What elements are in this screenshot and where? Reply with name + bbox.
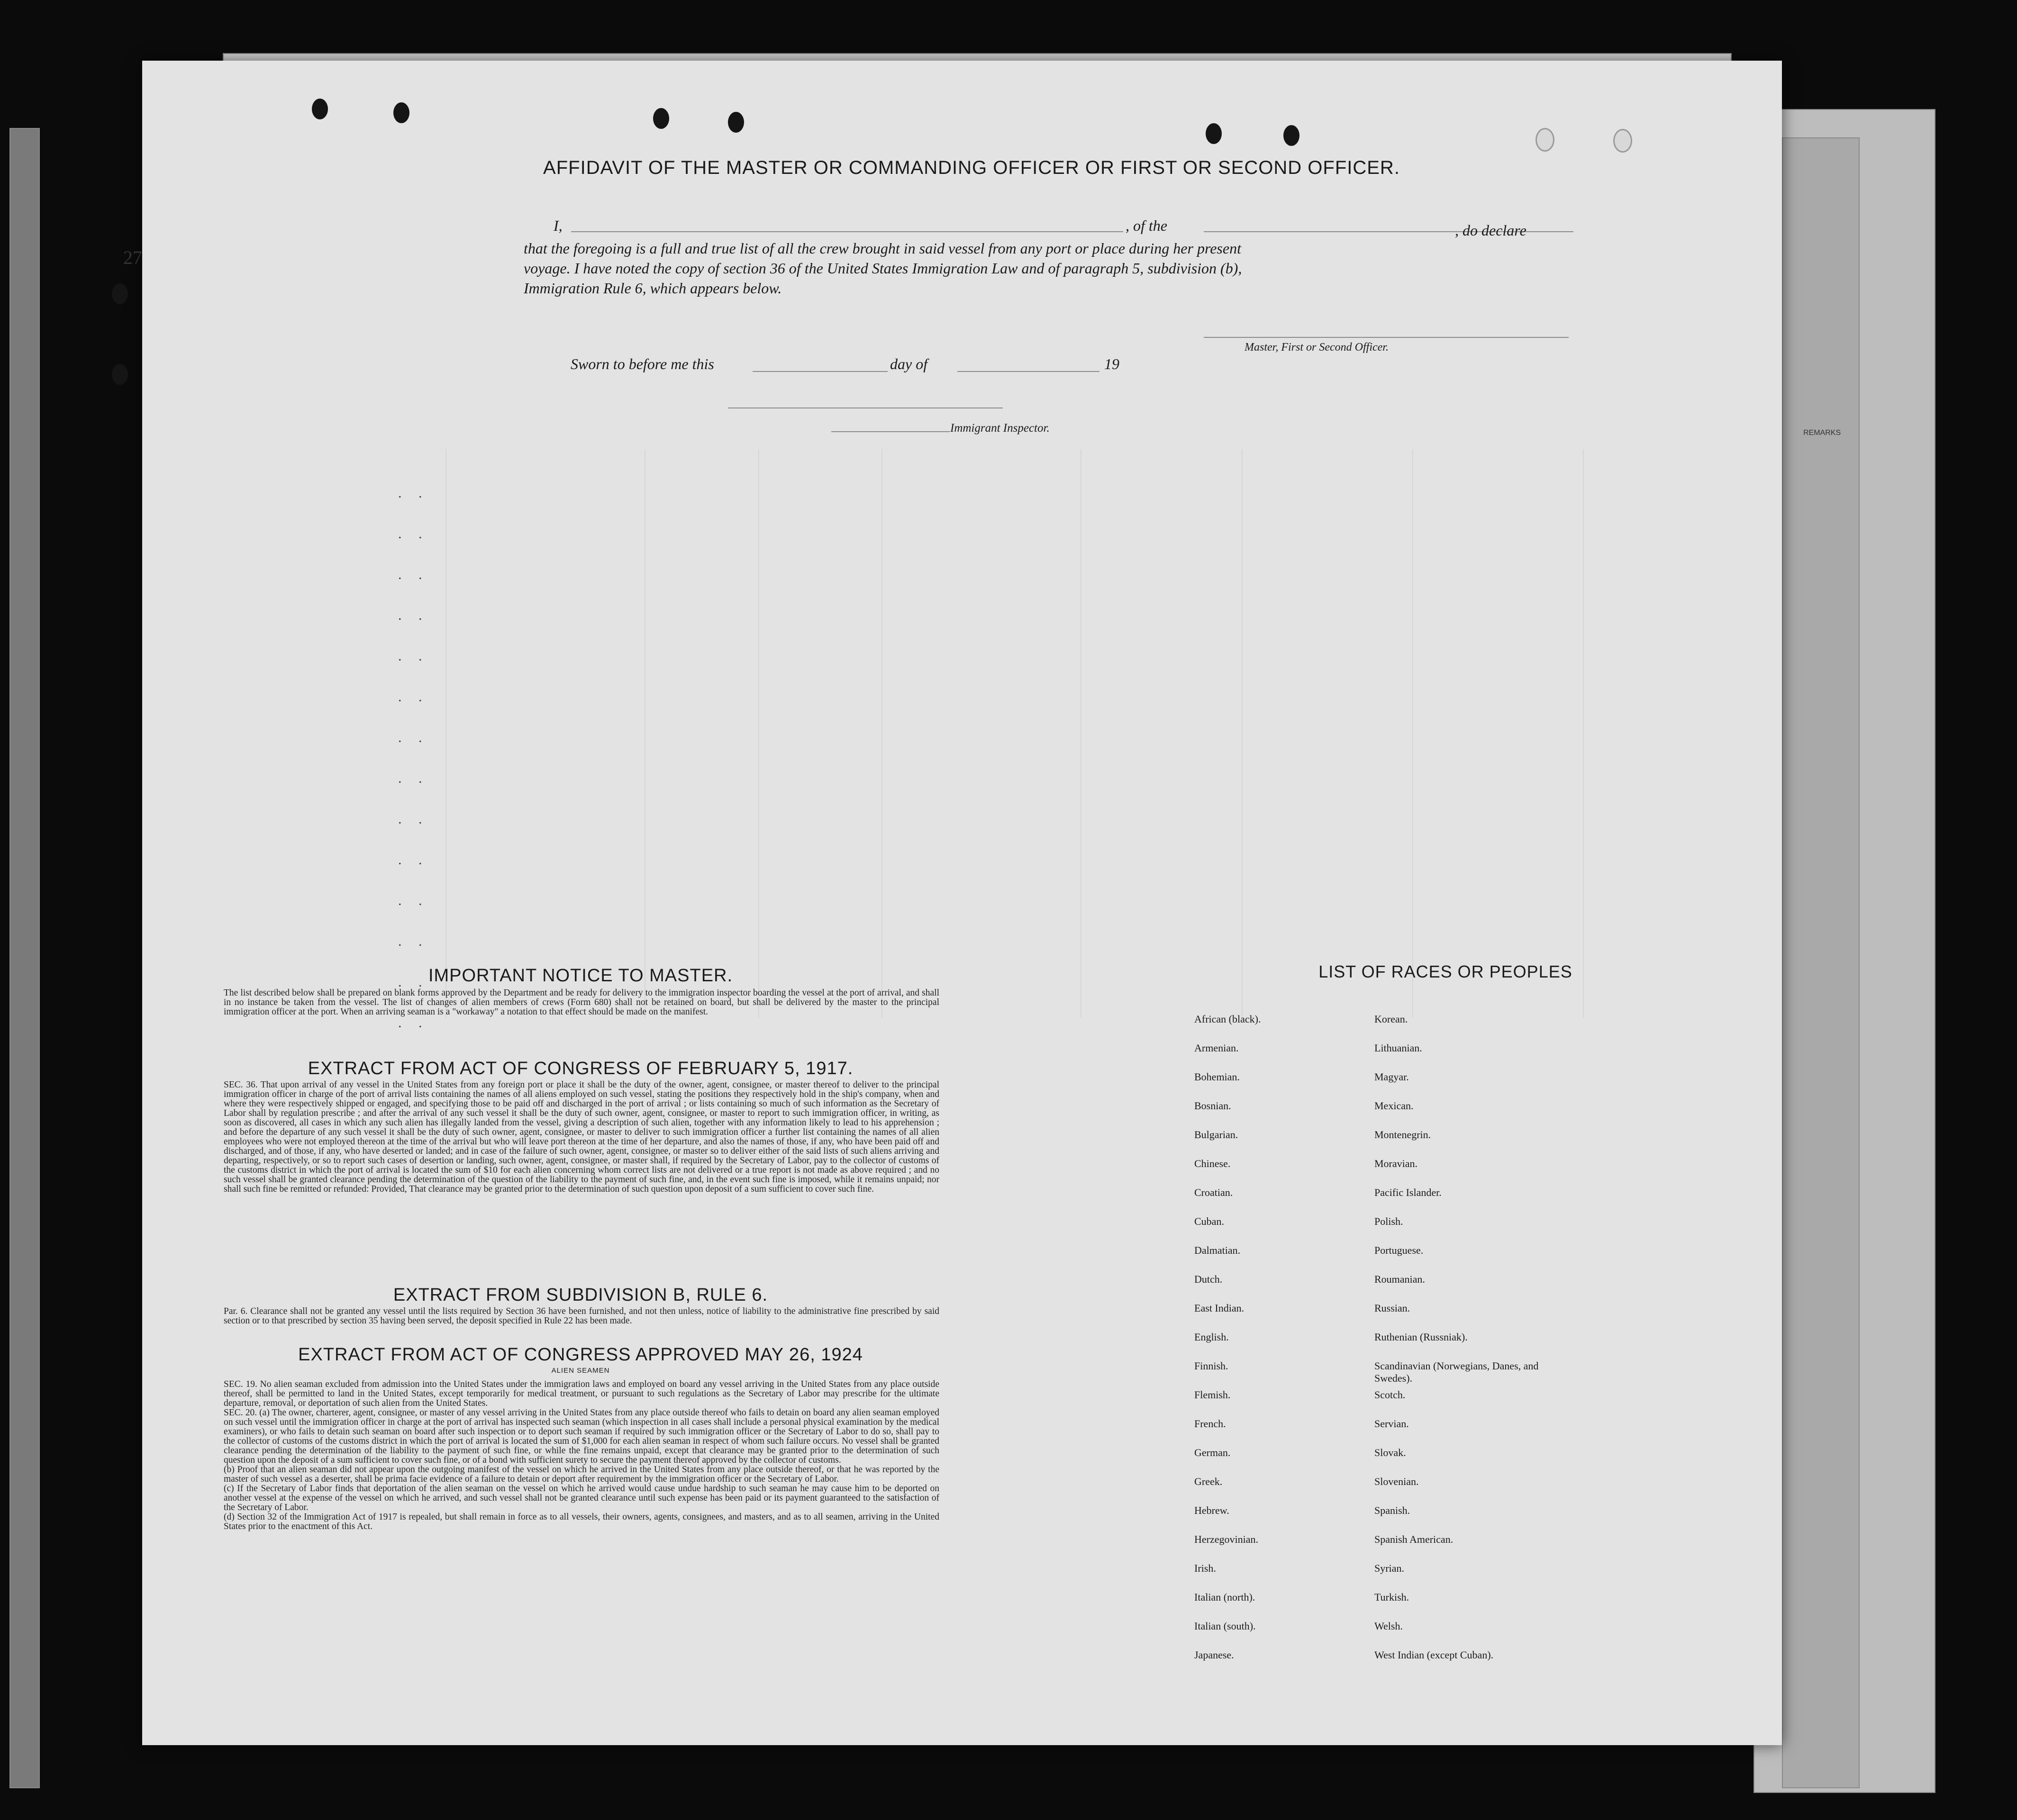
extract-1924-heading: EXTRACT FROM ACT OF CONGRESS APPROVED MAY 26, 1924: [298, 1345, 863, 1365]
background-sheet-right-2: [1782, 137, 1860, 1788]
race-item: African (black).: [1194, 1013, 1261, 1025]
race-item: French.: [1194, 1418, 1226, 1430]
affidavit-statement-line-3: voyage. I have noted the copy of section 36 of the United States Immigration Law and of paragraph 5, subdivision (b),: [524, 260, 1242, 277]
sworn-date-blank: [753, 371, 888, 372]
bleed-through-rule: [881, 449, 882, 1018]
race-item: Dalmatian.: [1194, 1244, 1241, 1256]
signature-line: [1204, 337, 1569, 338]
race-item: Greek.: [1194, 1476, 1223, 1487]
background-sheet-left: [9, 128, 40, 1788]
race-item: Spanish.: [1374, 1504, 1410, 1516]
race-item: Chinese.: [1194, 1158, 1231, 1169]
race-item: Portuguese.: [1374, 1244, 1424, 1256]
race-item: Ruthenian (Russniak).: [1374, 1331, 1468, 1343]
races-list-right-column: [1374, 1013, 1573, 1678]
sworn-month-blank: [957, 371, 1099, 372]
races-list-left-column: [1194, 1013, 1261, 1678]
race-item: Turkish.: [1374, 1591, 1409, 1603]
sworn-day-of: day of: [890, 355, 928, 372]
extract-1917-heading: EXTRACT FROM ACT OF CONGRESS OF FEBRUARY 5, 1917.: [308, 1059, 854, 1078]
race-item: Bohemian.: [1194, 1071, 1240, 1083]
race-item: Armenian.: [1194, 1042, 1239, 1054]
notice-to-master-text: The list described below shall be prepared on blank forms approved by the Department and be ready for delivery to the immigration inspector boarding the vessel at the port of arrival, and shall in no instance be taken from the vessel. The list of changes of alien members of crews (Form 680) shall not be retained on board, but shall be delivered by the master to the principal immigration officer at the port. When an arriving seaman is a "workaway" a notation to that effect should be made on the manifest.: [224, 988, 939, 1017]
margin-page-number: 27: [123, 247, 142, 268]
sworn-year: 19: [1104, 355, 1119, 372]
affidavit-do-declare: , do declare: [1455, 222, 1526, 239]
sworn-prefix: Sworn to before me this: [571, 355, 714, 372]
race-item: Herzegovinian.: [1194, 1533, 1258, 1545]
signature-caption: Master, First or Second Officer.: [1245, 341, 1389, 353]
race-item: Korean.: [1374, 1013, 1408, 1025]
section-20d-paragraph: (d) Section 32 of the Immigration Act of 1917 is repealed, but shall remain in force as to all vessels, their owners, agents, consignees, and masters, and as to all seamen, arriving in the United States prior to the enactment of this Act.: [224, 1512, 939, 1531]
inspector-caption: Immigrant Inspector.: [950, 422, 1050, 435]
race-item: West Indian (except Cuban).: [1374, 1649, 1494, 1661]
extract-rule6-heading: EXTRACT FROM SUBDIVISION B, RULE 6.: [393, 1285, 768, 1305]
race-item: English.: [1194, 1331, 1229, 1343]
race-item: Pacific Islander.: [1374, 1186, 1442, 1198]
race-item: Croatian.: [1194, 1186, 1233, 1198]
race-item: Syrian.: [1374, 1562, 1404, 1574]
race-item: Lithuanian.: [1374, 1042, 1422, 1054]
race-item: Finnish.: [1194, 1360, 1228, 1372]
race-item: Italian (north).: [1194, 1591, 1255, 1603]
extract-rule6-text: Par. 6. Clearance shall not be granted any vessel until the lists required by Section 36 have been furnished, and not then unless, notice of liability to the administrative fine prescribed by said section or to that prescribed by section 35 having been served, the deposit specified in Rule 22 has been made.: [224, 1306, 939, 1326]
section-20a-paragraph: SEC. 20. (a) The owner, charterer, agent, consignee, or master of any vessel arriving in the United States from any place outside thereof who fails to detain on board any alien seaman employed on such vessel until the immigration officer in charge at the port of arrival has inspected such seaman (which inspection in all cases shall include a personal physical examination by the medical examiners), or who fails to detain such seaman on board after such inspection or to deport such seaman if required by such immigration officer or the Secretary of Labor to do so, shall pay to the collector of customs of the customs district in which the port of arrival is located the sum of $1,000 for each alien seaman in respect of whom such failure occurs. No vessel shall be granted clearance pending the determination of the liability to the payment of such fine, or while the fine remains unpaid, except that clearance may be granted prior to the determination of such question upon the deposit of a sum sufficient to cover such fine, or of a bond with sufficient surety to secure the payment thereof approved by the collector of customs.: [224, 1408, 939, 1465]
race-item: Mexican.: [1374, 1100, 1414, 1112]
section-20c-paragraph: (c) If the Secretary of Labor finds that deportation of the alien seaman on the vessel on which he arrived would cause undue hardship to such seaman he may cause him to be deported on another vessel at the expense of the vessel on which he arrived, and such vessel shall not be granted clearance until such expense has been paid or its payment guaranteed to the satisfaction of the Secretary of Labor.: [224, 1484, 939, 1512]
affidavit-statement-line-4: Immigration Rule 6, which appears below.: [524, 280, 782, 297]
punch-hole: [1206, 123, 1222, 144]
punch-hole: [728, 112, 744, 133]
race-item: Bosnian.: [1194, 1100, 1231, 1112]
race-item: Scotch.: [1374, 1389, 1406, 1401]
race-item: Japanese.: [1194, 1649, 1234, 1661]
race-item: Polish.: [1374, 1215, 1403, 1227]
race-item: Slovak.: [1374, 1447, 1406, 1458]
race-item: Welsh.: [1374, 1620, 1403, 1632]
inspector-line: [831, 431, 950, 432]
punch-hole-reinforced: [1613, 129, 1632, 153]
punch-hole: [1283, 125, 1299, 146]
race-item: Scandinavian (Norwegians, Danes, and Swedes).: [1374, 1360, 1539, 1384]
race-item: Magyar.: [1374, 1071, 1409, 1083]
notice-to-master-heading: IMPORTANT NOTICE TO MASTER.: [428, 966, 733, 986]
affidavit-title: AFFIDAVIT OF THE MASTER OR COMMANDING OFFICER OR FIRST OR SECOND OFFICER.: [543, 157, 1400, 178]
race-item: Roumanian.: [1374, 1273, 1425, 1285]
binding-hole: [112, 364, 128, 385]
race-item: Moravian.: [1374, 1158, 1418, 1169]
extract-1924-subheading: ALIEN SEAMEN: [551, 1367, 610, 1375]
race-item: Servian.: [1374, 1418, 1409, 1430]
affidavit-statement-line-2: that the foregoing is a full and true list of all the crew brought in said vessel from any port or place during her present: [524, 240, 1241, 257]
bleed-through-rule: [445, 449, 446, 1018]
affidavit-name-blank: [571, 231, 1123, 232]
race-item: Hebrew.: [1194, 1504, 1229, 1516]
race-item: Bulgarian.: [1194, 1129, 1238, 1141]
punch-hole: [653, 108, 669, 129]
race-item: Irish.: [1194, 1562, 1216, 1574]
extract-1917-text: SEC. 36. That upon arrival of any vessel in the United States from any foreign port or place it shall be the duty of the owner, agent, consignee, or master thereof to deliver to the principal immigration officer in charge of the port of arrival lists containing the names of all aliens employed on such vessel, stating the positions they respectively hold in the ship's company, when and where they were respectively shipped or engaged, and specifying those to be paid off and discharged in the port of arrival ; or lists containing so much of such information as the Secretary of Labor shall by regulation prescribe ; and after the arrival of any such vessel it shall be the duty of such owner, agent, consignee, or master to report to such immigration officer, in writing, as soon as discovered, all cases in which any such alien has illegally landed from the vessel, giving a description of such alien, together with any information likely to lead to his apprehension ; and before the departure of any such vessel it shall be the duty of such owner, agent, consignee, or master to deliver to such immigration officer a further list containing the names of all alien employees who were not employed thereon at the time of the arrival but who will leave port thereon at the time of her departure, and also the names of those, if any, who have been paid off and discharged, and of those, if any, who have deserted or landed; and in case of the failure of such owner, agent, consignee, or master so to deliver either of the said lists of such aliens arriving and departing, respectively, or so to report such cases of desertion or landing, such owner, agent, consignee, or master shall, if required by the Secretary of Labor, pay to the collector of customs of the customs district in which the port of arrival is located the sum of $10 for each alien concerning whom correct lists are not delivered or a true report is not made as above required ; and no such vessel shall be granted clearance pending the determination of the question of the liability to the payment of such fine, and, in the event such fine is imposed, while it remains unpaid; nor shall such fine be remitted or refunded: Provided, That clearance may be granted prior to the determination of such question upon deposit of a sum sufficient to cover such fine.: [224, 1080, 939, 1194]
binding-hole: [112, 283, 128, 304]
punch-hole: [393, 102, 409, 123]
punch-hole: [312, 99, 328, 119]
bleed-through-rule: [1412, 449, 1413, 1018]
race-item: Spanish American.: [1374, 1533, 1454, 1545]
race-item: Slovenian.: [1374, 1476, 1419, 1487]
races-list-title: LIST OF RACES OR PEOPLES: [1318, 962, 1572, 981]
bleed-through-rule: [758, 449, 759, 1018]
race-item: Montenegrin.: [1374, 1129, 1431, 1141]
bleed-through-rule: [1242, 449, 1243, 1018]
punch-hole-reinforced: [1535, 128, 1554, 152]
remarks-margin-label: REMARKS: [1803, 429, 1841, 437]
race-item: Cuban.: [1194, 1215, 1224, 1227]
inspector-line-upper: [728, 407, 1003, 408]
race-item: Russian.: [1374, 1302, 1410, 1314]
race-item: Flemish.: [1194, 1389, 1231, 1401]
affidavit-of-the: , of the: [1126, 217, 1167, 234]
race-item: East Indian.: [1194, 1302, 1245, 1314]
race-item: German.: [1194, 1447, 1231, 1458]
manifest-page: [123, 61, 1782, 1745]
extract-1924-text: [224, 1380, 939, 1531]
race-item: Italian (south).: [1194, 1620, 1256, 1632]
bleed-through-rule: [1583, 449, 1584, 1018]
section-19-paragraph: SEC. 19. No alien seaman excluded from admission into the United States under the immigration laws and employed on board any vessel arriving in the United States from any place outside thereof, shall be permitted to land in the United States, except temporarily for medical treatment, or pursuant to such regulations as the Secretary of Labor may prescribe for the ultimate departure, removal, or deportation of such alien from the United States.: [224, 1379, 939, 1408]
affidavit-name-prefix: I,: [554, 217, 563, 234]
section-20b-paragraph: (b) Proof that an alien seaman did not appear upon the outgoing manifest of the vessel on which he arrived in the United States from any place outside thereof, or that he was reported by the master of such vessel as a deserter, shall be prima facie evidence of a failure to detain or deport after requirement by the immigration officer or the Secretary of Labor.: [224, 1465, 939, 1484]
race-item: Dutch.: [1194, 1273, 1223, 1285]
bleed-through-marks: . . . . . . . . . . . . . . . . . . . . . . . . . . . .: [398, 485, 429, 1031]
